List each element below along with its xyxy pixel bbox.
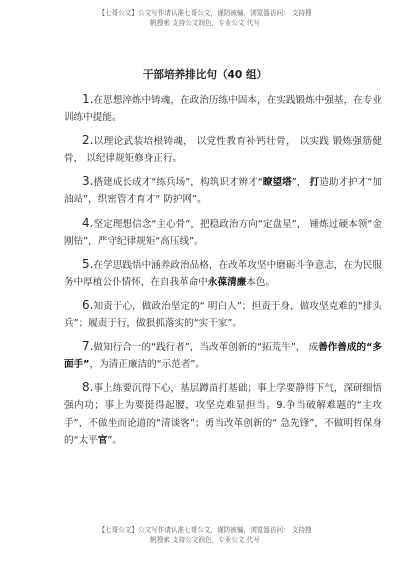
watermark-header-line-1: 【七哥公文】公文写作请认准七哥公文，谨防被骗，浏览器访问： 支持搜 xyxy=(98,9,312,17)
paragraph-item xyxy=(64,256,382,291)
paragraph-number: 8. xyxy=(82,380,94,395)
paragraph-text: 在思想淬炼中铸魂，在政治历练中固本，在实践锻炼中强基，在专业训练中提能。 xyxy=(64,95,382,124)
paragraph-text: 造助才护才“加油站”，织密管才育才“ 防护网”。 xyxy=(64,177,383,206)
paragraph-item xyxy=(64,297,382,332)
paragraph-number: 2. xyxy=(82,133,94,148)
paragraph-item xyxy=(64,173,382,208)
paragraph-item xyxy=(64,132,382,167)
paragraph-number: 5. xyxy=(82,256,94,271)
paragraph-list xyxy=(64,91,382,455)
paragraph-emphasis: 瞭望塔 xyxy=(262,177,292,189)
paragraph-number: 1. xyxy=(82,92,94,106)
watermark-footer xyxy=(0,525,410,545)
paragraph-text: ”， xyxy=(291,177,310,189)
paragraph-number: 7. xyxy=(82,339,94,354)
paragraph-emphasis: 永葆清廉 xyxy=(207,276,247,288)
paragraph-text: ”。 xyxy=(107,434,122,446)
paragraph-emphasis: 善作善成的“多面手” xyxy=(64,342,382,371)
paragraph-text: 知责于心，做政治坚定的“ 明白人”；担责于身，做攻坚克难的“排头兵”；履责于行，做狠抓落实的“实干家”。 xyxy=(64,300,382,330)
paragraph-number: 4. xyxy=(82,215,94,230)
paragraph-text: 坚定理想信念“主心骨”，把稳政治方向“定盘星”， 锤炼过硬本领“金刚钻”，严守纪律规矩“高压线”。 xyxy=(64,218,382,247)
paragraph-text: 以理论武装培根铸魂， 以党性教育补钙壮骨， 以实践 锻炼强筋健骨， 以纪律规矩修身正行。 xyxy=(64,136,382,165)
paragraph-emphasis: 官 xyxy=(97,434,108,446)
paragraph-item xyxy=(64,379,382,448)
paragraph-number: 6. xyxy=(82,297,94,312)
paragraph-text: 在学思践悟中涵养政治品格，在改革攻坚中磨砺斗争意志，在为民服务中厚植公仆情怀，在自我革命中 xyxy=(64,259,382,288)
paragraph-text: 搭建成长成才“练兵场”，构筑识才辨才“ xyxy=(93,177,263,189)
watermark-header-line-2: 帆搜索 支持公文润色，专业公文 代写 xyxy=(150,19,260,27)
watermark-footer-line-2: 帆搜索 支持公文润色，专业公文 代写 xyxy=(150,536,260,544)
paragraph-text: 事上练要沉得下心，基层蹲苗打基础；事上学要静得下气，深研细悟强内功；事上为要挺得起腰，攻坚克难显担当。9.争当破解难题的“主攻手”，不做坐而论道的“清谈客”；勇当改革创新的“ 急先锋”，不做明哲保身的“太平 xyxy=(64,383,382,446)
paragraph-item xyxy=(64,91,382,126)
paragraph-item xyxy=(64,338,382,373)
document-title: 干部培养排比句（40 组） xyxy=(142,69,268,81)
paragraph-emphasis: 打 xyxy=(309,177,320,189)
paragraph-text: 本色。 xyxy=(246,276,276,288)
paragraph-text: 做知行合一的“践行者”，当改革创新的“拓荒牛”， 成 xyxy=(93,342,319,354)
watermark-footer-line-1: 【七哥公文】公文写作请认准七哥公文，谨防被骗，浏览器访问： 支持搜 xyxy=(98,526,312,534)
paragraph-number: 3. xyxy=(82,174,94,189)
watermark-header xyxy=(0,8,410,28)
paragraph-item xyxy=(64,215,382,250)
paragraph-text: ，为清正廉洁的“示范者”。 xyxy=(89,359,205,371)
